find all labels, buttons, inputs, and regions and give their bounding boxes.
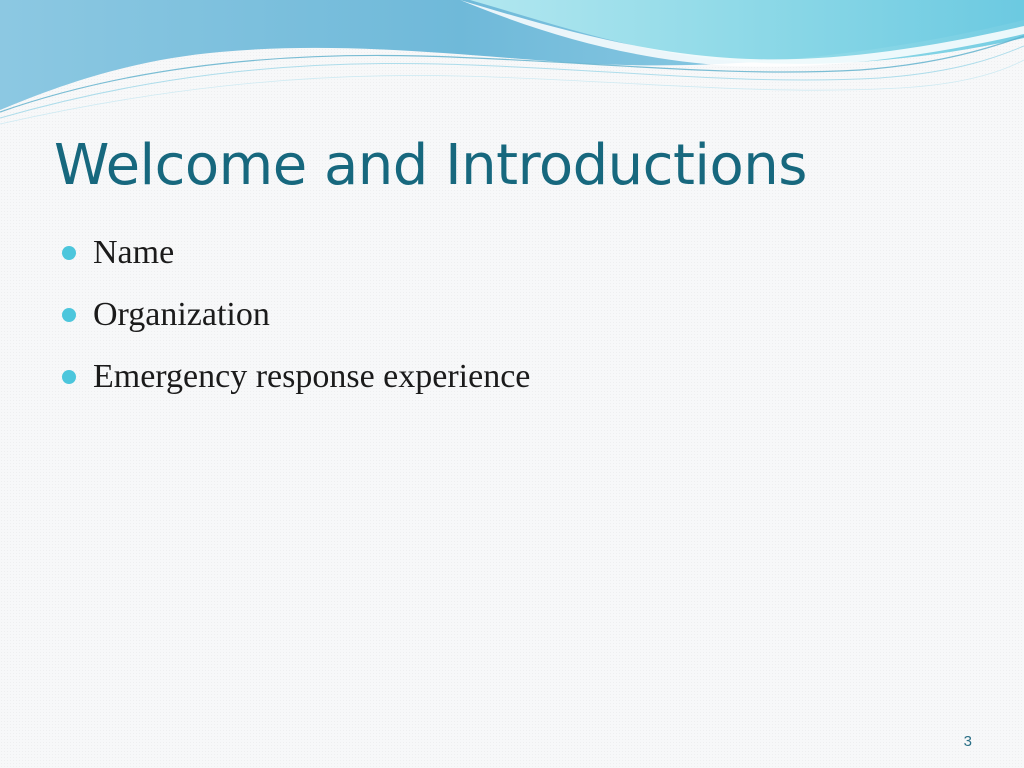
bullet-text: Organization	[93, 296, 270, 333]
page-number: 3	[963, 733, 972, 750]
bullet-icon	[62, 370, 76, 384]
bullet-text: Name	[93, 234, 175, 271]
bullet-icon	[62, 308, 76, 322]
bullet-item	[62, 346, 530, 408]
bullet-item	[62, 284, 530, 346]
bullet-icon	[62, 246, 76, 260]
bullet-text: Emergency response experience	[93, 358, 531, 395]
wave-header-decoration	[0, 0, 1024, 125]
bullet-item	[62, 222, 530, 284]
bullet-list	[62, 222, 530, 408]
slide-title: Welcome and Introductions	[54, 133, 807, 198]
